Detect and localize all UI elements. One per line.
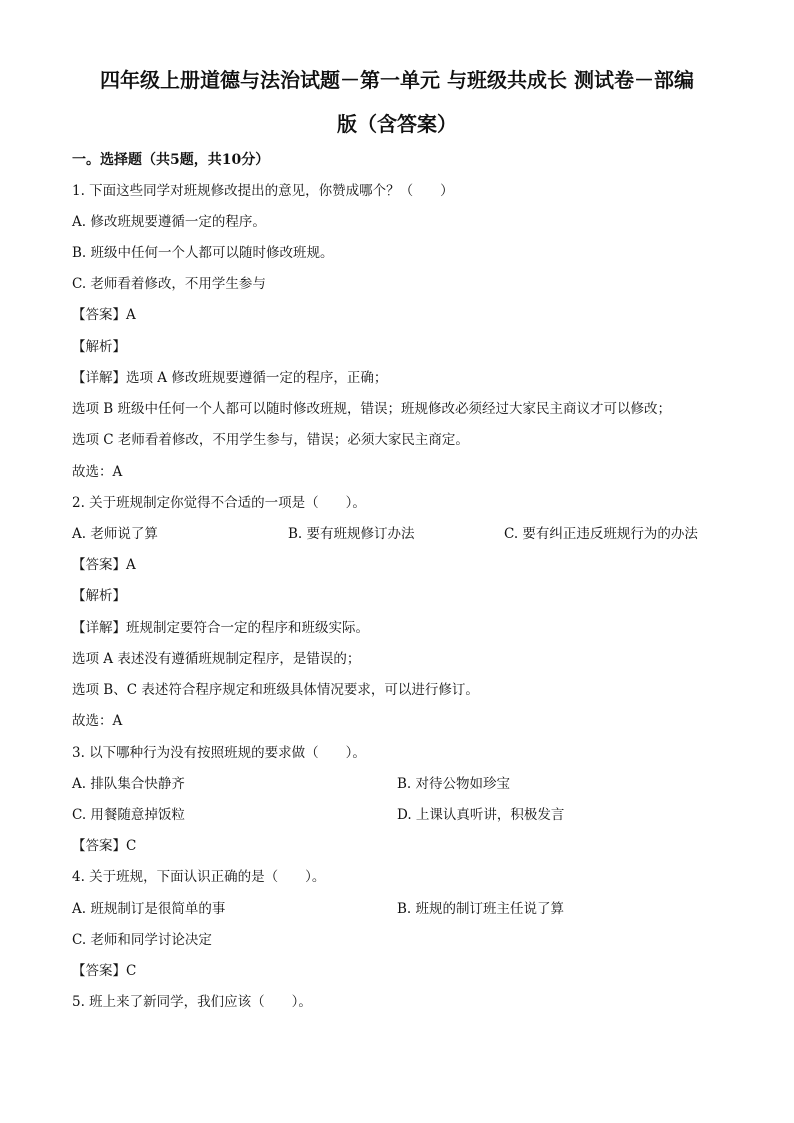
q1-detail-2: 选项 B 班级中任何一个人都可以随时修改班规，错误；班规修改必须经过大家民主商议才可以修改； [72, 401, 672, 417]
q2-option-a: A. 老师说了算 [72, 526, 158, 542]
q4-question: 4. 关于班规，下面认识正确的是（ ）。 [72, 869, 326, 885]
q4-option-a: A. 班规制订是很简单的事 [72, 901, 226, 917]
q1-analysis: 【解析】 [72, 339, 126, 355]
q4-option-c: C. 老师和同学讨论决定 [72, 932, 212, 948]
q2-detail-1: 【详解】班规制定要符合一定的程序和班级实际。 [72, 620, 369, 636]
q1-option-b: B. 班级中任何一个人都可以随时修改班规。 [72, 245, 334, 261]
q4-answer: 【答案】C [72, 963, 137, 979]
q2-choose: 故选：A [72, 713, 123, 729]
q2-analysis: 【解析】 [72, 588, 126, 604]
q3-answer: 【答案】C [72, 838, 137, 854]
q1-option-a: A. 修改班规要遵循一定的程序。 [72, 214, 266, 230]
q5-question: 5. 班上来了新同学，我们应该（ ）。 [72, 994, 312, 1010]
q1-detail-1: 【详解】选项 A 修改班规要遵循一定的程序，正确； [72, 370, 388, 386]
q4-option-b: B. 班规的制订班主任说了算 [397, 901, 565, 917]
q2-detail-2: 选项 A 表述没有遵循班规制定程序，是错误的； [72, 651, 361, 667]
q1-choose: 故选：A [72, 464, 123, 480]
q2-option-c: C. 要有纠正违反班规行为的办法 [504, 526, 698, 542]
q3-question: 3. 以下哪种行为没有按照班规的要求做（ ）。 [72, 745, 366, 761]
document-title-line-1: 四年级上册道德与法治试题－第一单元 与班级共成长 测试卷－部编 [100, 68, 694, 92]
q2-option-b: B. 要有班规修订办法 [288, 526, 415, 542]
q1-question: 1. 下面这些同学对班规修改提出的意见，你赞成哪个？（ ） [72, 183, 454, 199]
q3-option-c: C. 用餐随意掉饭粒 [72, 807, 185, 823]
q3-option-b: B. 对待公物如珍宝 [397, 776, 511, 792]
q2-question: 2. 关于班规制定你觉得不合适的一项是（ ）。 [72, 495, 366, 511]
q2-detail-3: 选项 B、C 表述符合程序规定和班级具体情况要求，可以进行修订。 [72, 682, 479, 698]
q3-option-a: A. 排队集合快静齐 [72, 776, 185, 792]
q1-answer: 【答案】A [72, 307, 136, 323]
q1-detail-3: 选项 C 老师看着修改，不用学生参与，错误；必须大家民主商定。 [72, 432, 469, 448]
q3-option-d: D. 上课认真听讲，积极发言 [397, 807, 565, 823]
document-title-line-2: 版（含答案） [337, 112, 457, 136]
section-heading: 一。选择题（共5题，共10分） [72, 152, 270, 168]
q1-option-c: C. 老师看着修改，不用学生参与 [72, 276, 266, 292]
q2-answer: 【答案】A [72, 557, 136, 573]
